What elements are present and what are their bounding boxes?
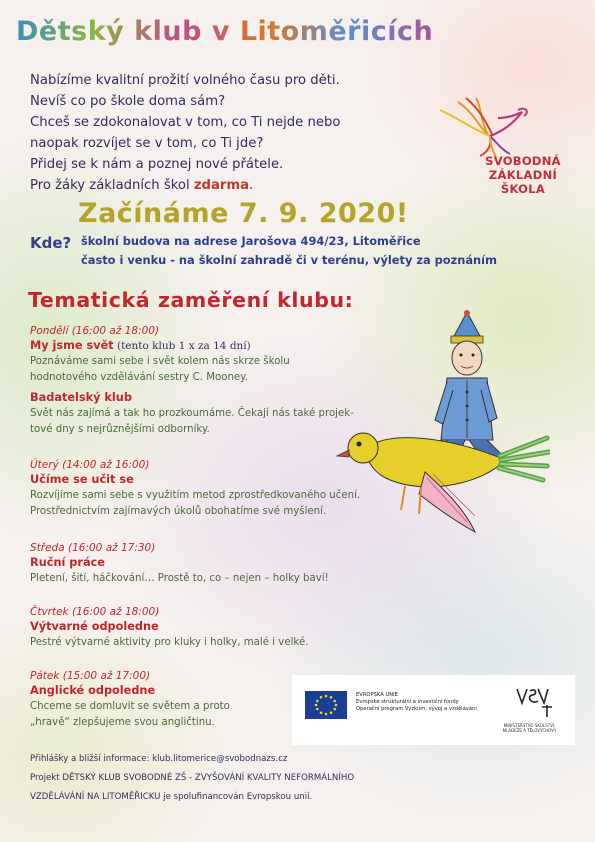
msmt-text bbox=[492, 723, 567, 733]
eu-funding-box bbox=[292, 675, 575, 745]
activity-desc: „hravě“ zlepšujeme svou angličtinu. bbox=[30, 717, 215, 728]
intro-line-suffix: . bbox=[249, 178, 254, 193]
eu-line: Evropské strukturální a investiční fondy bbox=[356, 699, 459, 706]
activity-title: Výtvarné odpoledne bbox=[30, 620, 159, 633]
location-line: školní budova na adrese Jarošova 494/23, Litoměřice bbox=[81, 234, 421, 248]
footer bbox=[30, 750, 390, 807]
msmt-logo bbox=[492, 685, 567, 740]
eu-line: EVROPSKÁ UNIE bbox=[356, 692, 398, 698]
intro-line: Nevíš co po škole doma sám? bbox=[30, 94, 226, 109]
start-date-heading: Začínáme 7. 9. 2020! bbox=[78, 198, 409, 229]
intro-line: Přidej se k nám a poznej nové přátele. bbox=[30, 157, 284, 172]
activity-desc: hodnotového vzdělávání sestry C. Mooney. bbox=[30, 372, 248, 383]
logo-text bbox=[468, 154, 578, 196]
activity-desc: Chceme se domluvit se světem a proto bbox=[30, 701, 230, 712]
day-name: Čtvrtek (16:00 až 18:00) bbox=[30, 606, 160, 618]
activity-desc: Pletení, šití, háčkování… Prostě to, co – nejen – holky baví! bbox=[30, 573, 329, 584]
eu-text bbox=[356, 692, 477, 714]
footer-line: VZDĚLÁVÁNÍ NA LITOMĚŘICKU je spolufinancován Evropskou unií. bbox=[30, 792, 313, 802]
phoenix-bird-icon bbox=[418, 90, 568, 160]
day-name: Středa (16:00 až 17:30) bbox=[30, 542, 156, 554]
activity-title-text: My jsme svět bbox=[30, 339, 114, 352]
page-title: Dětský klub v Litoměřicích bbox=[16, 16, 434, 47]
intro-line: naopak rozvíjet se v tom, co Ti jde? bbox=[30, 136, 264, 151]
intro-line: Nabízíme kvalitní prožití volného času pro děti. bbox=[30, 73, 340, 88]
intro-line: Chceš se zdokonalovat v tom, co Ti nejde nebo bbox=[30, 115, 341, 130]
location-label: Kde? bbox=[30, 234, 72, 252]
activity-title: Učíme se učit se bbox=[30, 473, 134, 486]
intro-line-prefix: Pro žáky základních škol bbox=[30, 178, 194, 193]
day-section-thursday bbox=[30, 605, 365, 651]
activity-desc: Pestré výtvarné aktivity pro kluky i holky, malé i velké. bbox=[30, 637, 309, 648]
intro-line-free bbox=[30, 175, 390, 196]
boy-on-bird-illustration bbox=[335, 310, 550, 550]
activity-title: Ruční práce bbox=[30, 556, 105, 569]
msmt-line: MLÁDEŽE A TĚLOVÝCHOVY bbox=[502, 728, 557, 733]
activity-note: (tento klub 1 x za 14 dní) bbox=[113, 340, 251, 352]
activity-title bbox=[30, 338, 365, 354]
day-section-monday bbox=[30, 324, 365, 438]
day-name: Pátek (15:00 až 17:00) bbox=[30, 670, 151, 682]
activity-desc: tové dny s nejrůznějšími odborníky. bbox=[30, 424, 210, 435]
eu-flag-icon bbox=[305, 691, 347, 719]
location-line: často i venku - na školní zahradě či v terénu, výlety za poznáním bbox=[81, 253, 497, 267]
day-name: Úterý (14:00 až 16:00) bbox=[30, 459, 150, 471]
free-highlight: zdarma bbox=[193, 178, 249, 193]
activity-desc: Rozvíjíme sami sebe s využitím metod zprostředkovaného učení. bbox=[30, 490, 361, 501]
footer-line: Přihlášky a bližší informace: klub.litomerice@svobodnazs.cz bbox=[30, 754, 288, 764]
location-text bbox=[81, 232, 497, 270]
school-logo bbox=[418, 90, 568, 196]
day-section-wednesday bbox=[30, 541, 365, 587]
intro-text bbox=[30, 70, 390, 196]
activity-title: Badatelský klub bbox=[30, 391, 132, 404]
logo-line: ZÁKLADNÍ ŠKOLA bbox=[488, 168, 558, 196]
day-name: Pondělí (16:00 až 18:00) bbox=[30, 325, 160, 337]
footer-line: Projekt DĚTSKÝ KLUB SVOBODNÉ ZŠ - ZVYŠOVÁNÍ KVALITY NEFORMÁLNÍHO bbox=[30, 773, 355, 783]
eu-line: Operační program Výzkum, vývoj a vzdělávání bbox=[356, 706, 477, 713]
activity-desc: Prostřednictvím zajímavých úkolů obohatíme své myšlení. bbox=[30, 506, 327, 517]
activity-desc: Poznáváme sami sebe i svět kolem nás skrze školu bbox=[30, 356, 290, 367]
msmt-line: MINISTERSTVO ŠKOLSTVÍ, bbox=[503, 723, 556, 728]
msmt-mark-icon bbox=[492, 685, 567, 721]
logo-line: SVOBODNÁ bbox=[485, 154, 561, 168]
day-section-tuesday bbox=[30, 458, 365, 520]
activity-title: Anglické odpoledne bbox=[30, 684, 156, 697]
themes-heading: Tematická zaměření klubu: bbox=[28, 288, 354, 312]
activity-desc: Svět nás zajímá a tak ho prozkoumáme. Čekají nás také projek- bbox=[30, 408, 354, 419]
